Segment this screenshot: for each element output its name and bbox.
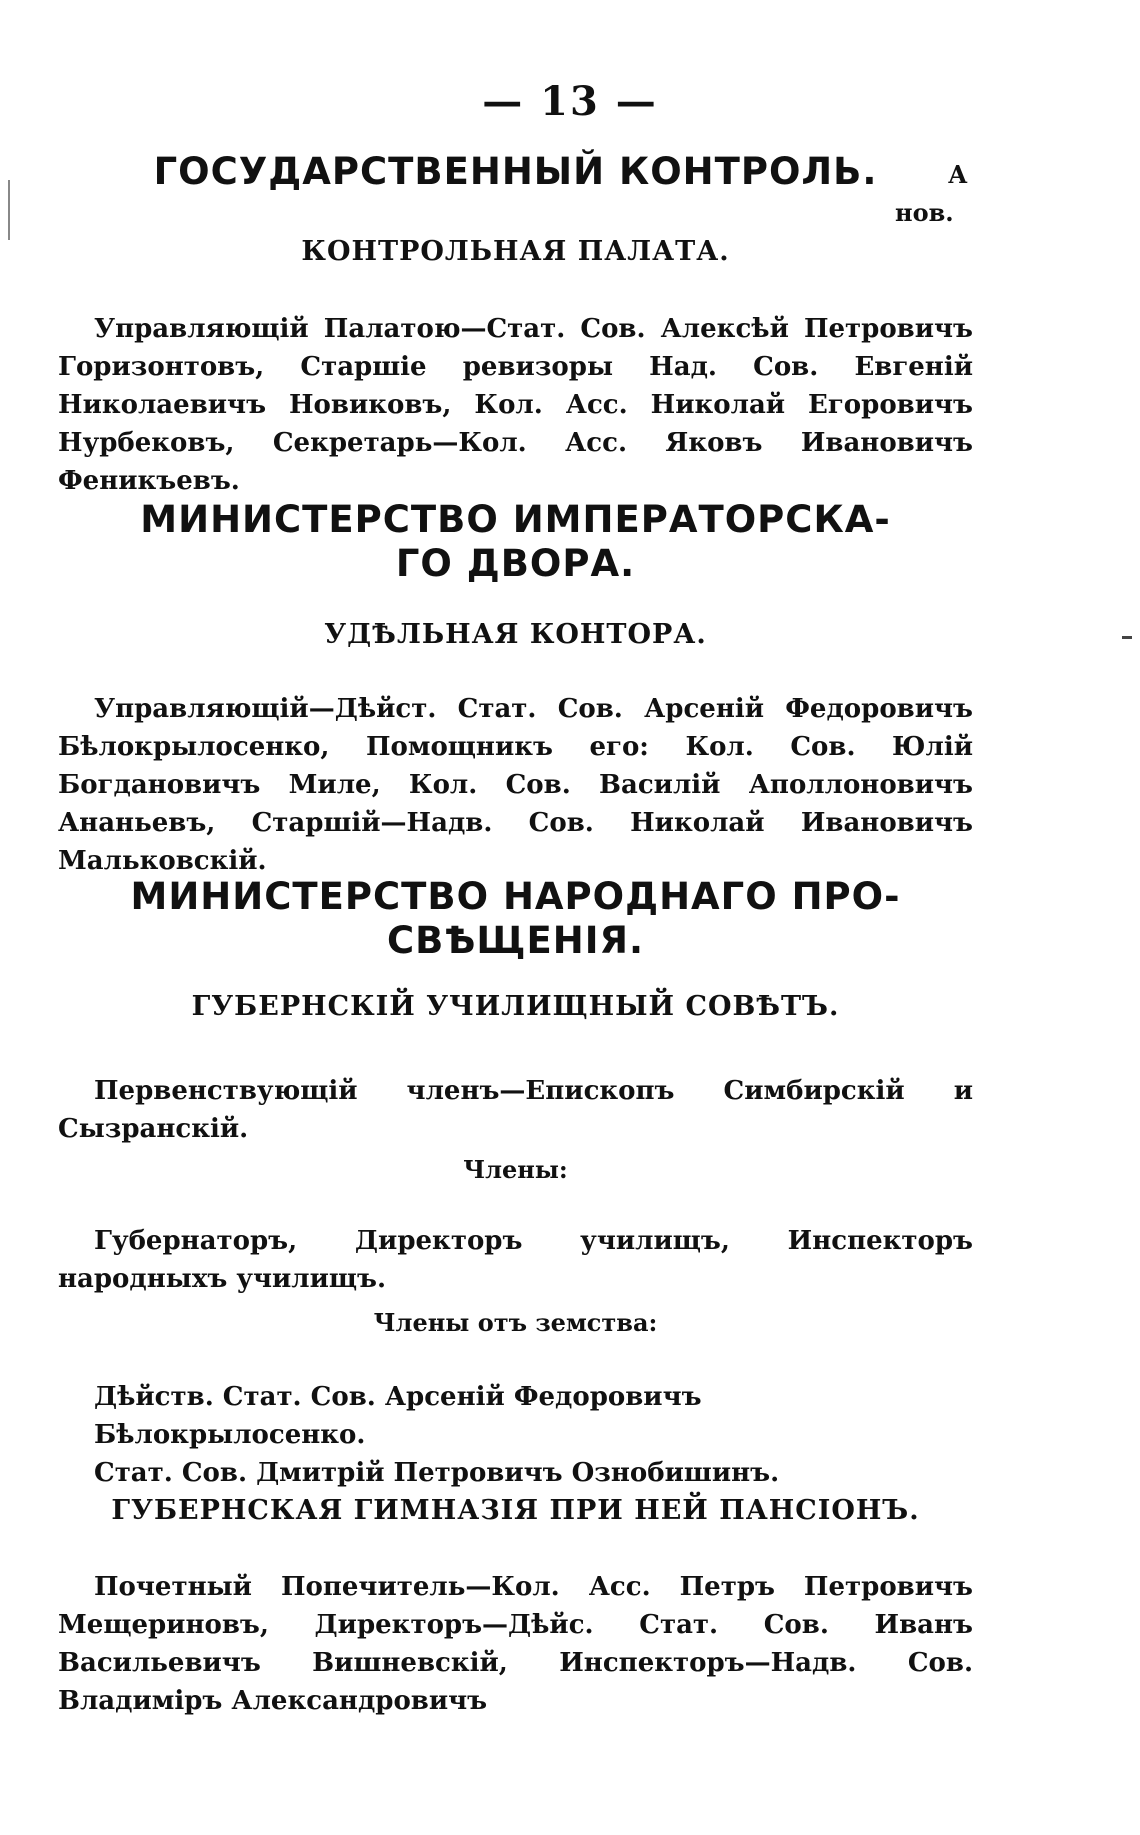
paragraph-text: Управляющій—Дѣйст. Стат. Сов. Арсеній Федоровичъ Бѣлокрылосенко, Помощникъ его: Кол. Сов. Юлій Богдановичъ Миле, Кол. Сов. Василій Аполлоновичъ Ананьевъ, Старшій—Надв. Сов. Николай Ивановичъ Мальковскій.	[58, 694, 973, 876]
section-title-imperial-court-line1: МИНИСТЕРСТВО ИМПЕРАТОРСКА-	[140, 498, 891, 541]
paragraph-text: Губернаторъ, Директоръ училищъ, Инспекторъ народныхъ училищъ.	[58, 1226, 973, 1294]
subsection-title-control-chamber: КОНТРОЛЬНАЯ ПАЛАТА.	[301, 236, 730, 267]
section-title-public-education-line1: МИНИСТЕРСТВО НАРОДНАГО ПРО-	[130, 875, 901, 918]
members-heading-block	[58, 1155, 973, 1184]
paragraph-text: Управляющій Палатою—Стат. Сов. Алексѣй Петровичъ Горизонтовъ, Старшіе ревизоры Над. Сов. Евгеній Николаевичъ Новиковъ, Кол. Асс. Николай Егоровичъ Нурбековъ, Секретарь—Кол. Асс. Яковъ Ивановичъ Феникъевъ.	[58, 314, 973, 496]
margin-note: А	[948, 160, 968, 189]
section-title-imperial-court-line2: ГО ДВОРА.	[395, 542, 636, 585]
zemstvo-members-list	[94, 1378, 974, 1492]
section-title-gymnasium: ГУБЕРНСКАЯ ГИМНАЗІЯ ПРИ НЕЙ ПАНСІОНЪ.	[111, 1495, 920, 1526]
subsection-title-appanage-office: УДѢЛЬНАЯ КОНТОРА.	[324, 619, 707, 650]
section-state-control	[58, 150, 973, 194]
section-imperial-court	[58, 498, 973, 586]
scan-edge-mark	[8, 180, 10, 240]
paragraph-text: Первенствующій членъ—Епископъ Симбирскій и Сызранскій.	[58, 1076, 973, 1144]
list-item: Дѣйств. Стат. Сов. Арсеній Федоровичъ Бѣлокрылосенко.	[94, 1382, 702, 1450]
paragraph-text: Почетный Попечитель—Кол. Асс. Петръ Петровичъ Мещериновъ, Директоръ—Дѣйс. Стат. Сов. Иванъ Васильевичъ Вишневскій, Инспекторъ—Надв. Сов. Владиміръ Александровичъ	[58, 1572, 973, 1716]
paragraph-appanage-office	[58, 690, 973, 880]
section-title-public-education-line2: СВѢЩЕНІЯ.	[386, 919, 645, 962]
zemstvo-heading: Члены отъ земства:	[373, 1308, 658, 1337]
members-heading: Члены:	[463, 1155, 568, 1184]
subsection-school-council	[58, 990, 973, 1024]
paragraph-gymnasium	[58, 1568, 973, 1720]
zemstvo-heading-block	[58, 1308, 973, 1337]
list-item: Стат. Сов. Дмитрій Петровичъ Ознобишинъ.	[94, 1458, 780, 1488]
section-gymnasium	[58, 1494, 973, 1528]
paragraph-control-chamber	[58, 310, 973, 500]
page-number: — 13 —	[482, 78, 658, 125]
subsection-title-school-council: ГУБЕРНСКІЙ УЧИЛИЩНЫЙ СОВѢТЪ.	[191, 991, 840, 1022]
paragraph-chairman	[58, 1072, 973, 1148]
section-title-state-control: ГОСУДАРСТВЕННЫЙ КОНТРОЛЬ.	[153, 150, 878, 193]
subsection-appanage-office	[58, 618, 973, 652]
subsection-control-chamber	[58, 235, 973, 269]
margin-note-2: нов.	[895, 198, 954, 227]
scan-edge-dash	[1122, 636, 1132, 639]
section-public-education	[58, 875, 973, 963]
paragraph-members	[58, 1222, 973, 1298]
